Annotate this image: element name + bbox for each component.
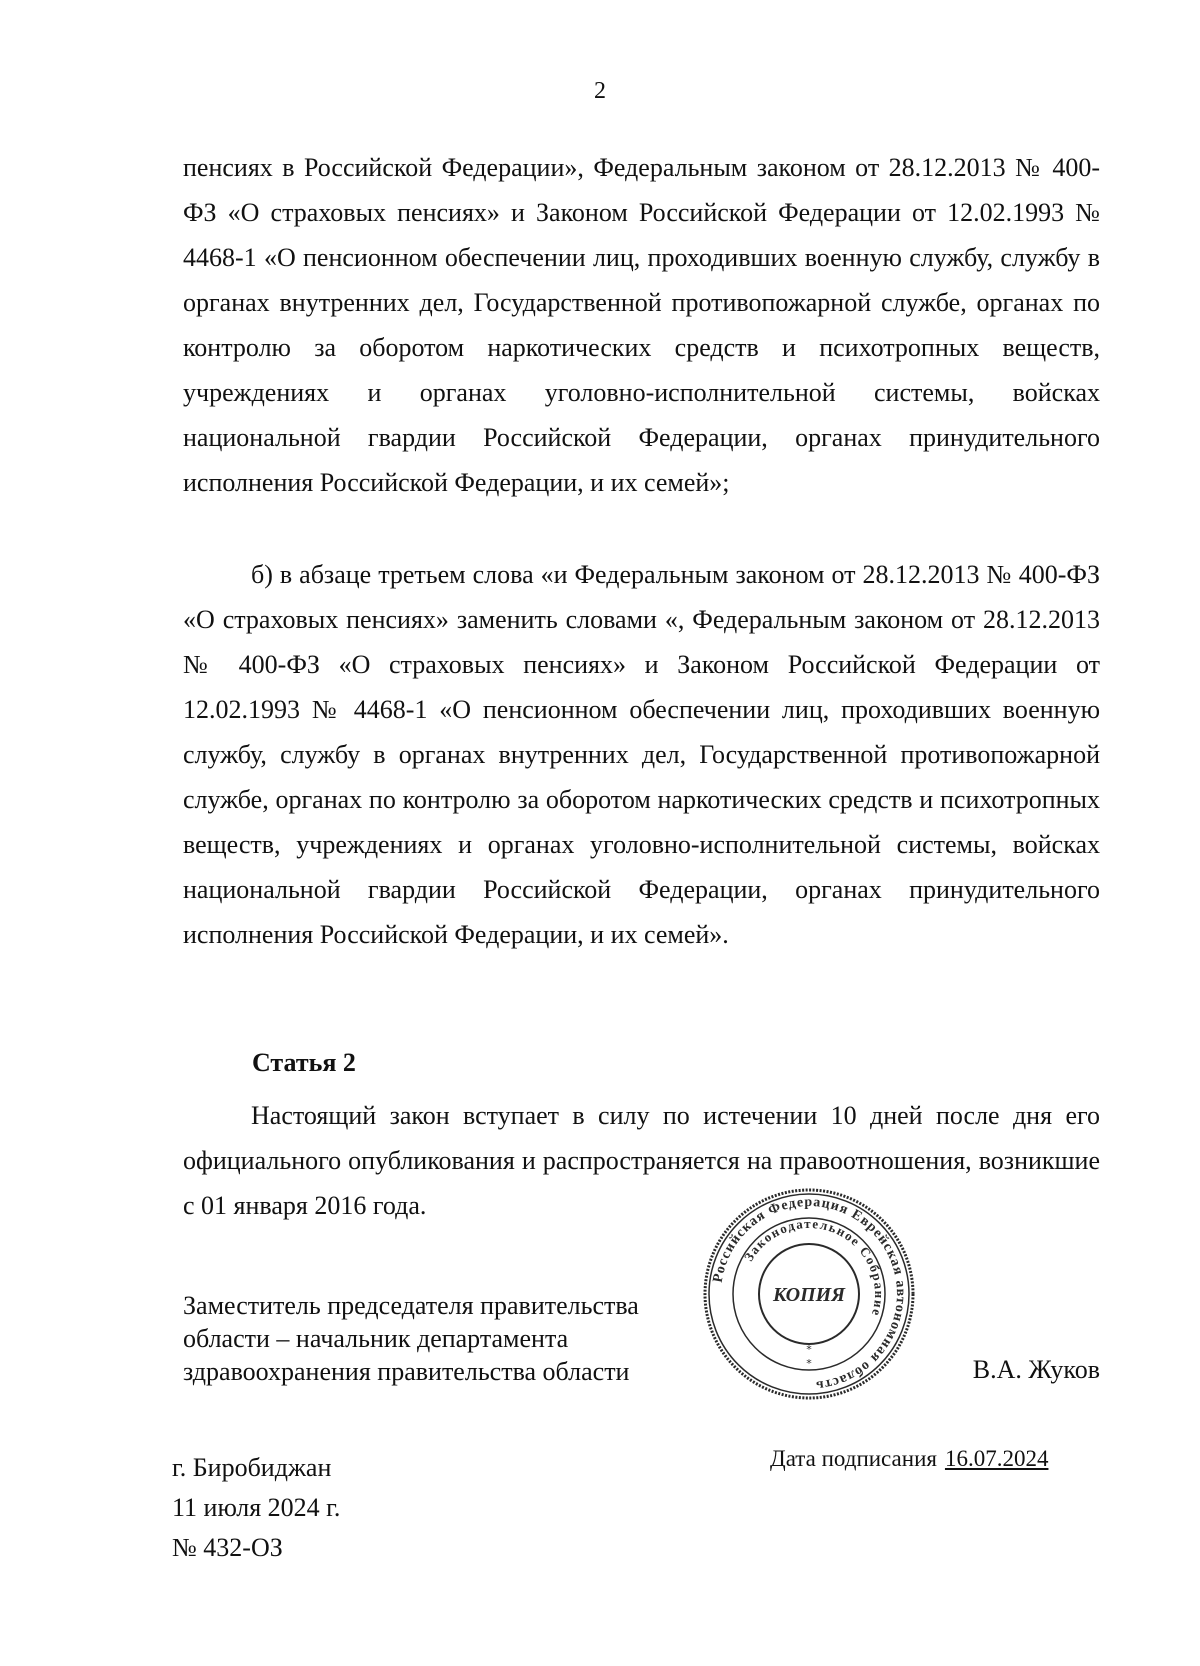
stamp-center-text: КОПИЯ bbox=[773, 1284, 845, 1306]
signatory-position bbox=[183, 1289, 639, 1388]
official-seal-stamp-icon bbox=[700, 1185, 918, 1403]
document-footer-info bbox=[172, 1448, 340, 1568]
article-text: Настоящий закон вступает в силу по истечении 10 дней после дня его официального опубликования и распространяется на правоотношения, возникшие с 01 января 2016 года. bbox=[183, 1101, 1100, 1220]
signing-date bbox=[770, 1446, 1048, 1472]
footer-date: 11 июля 2024 г. bbox=[172, 1493, 341, 1522]
signatory-position-line-1: Заместитель председателя правительства bbox=[183, 1291, 639, 1320]
first-paragraph-text: пенсиях в Российской Федерации», Федеральным законом от 28.12.2013 № 400-ФЗ «О страховых пенсиях» и Законом Российской Федерации от 12.02.1993 № 4468-1 «О пенсионном обеспечении лиц, проходивших военную службу, службу в органах внутренних дел, Государственной противопожарной службе, органах по контролю за оборотом наркотических средств и психотропных веществ, учреждениях и органах уголовно-исполнительной системы, войсках национальной гвардии Российской Федерации, органах принудительного исполнения Российской Федерации, и их семей»; bbox=[183, 153, 1100, 497]
signatory-position-line-3: здравоохранения правительства области bbox=[183, 1357, 630, 1386]
signatory-position-line-2: области – начальник департамента bbox=[183, 1324, 569, 1353]
amendment-item-b-paragraph bbox=[183, 552, 1100, 957]
signing-date-label: Дата подписания bbox=[770, 1446, 937, 1471]
stamp-inner-text: Законодательное Собрание bbox=[740, 1215, 888, 1319]
amendment-continuation-paragraph bbox=[183, 145, 1100, 505]
svg-text:*: * bbox=[806, 1357, 812, 1370]
signatory-name: В.А. Жуков bbox=[972, 1355, 1100, 1384]
article-body bbox=[183, 1093, 1100, 1228]
footer-place: г. Биробиджан bbox=[172, 1453, 332, 1482]
signing-date-value: 16.07.2024 bbox=[944, 1446, 1049, 1471]
stamp-outer-text: Российская Федерация Еврейская автономная область bbox=[710, 1194, 909, 1393]
second-paragraph-text: б) в абзаце третьем слова «и Федеральным законом от 28.12.2013 № 400-ФЗ «О страховых пенсиях» заменить словами «, Федеральным законом от 28.12.2013 № 400-ФЗ «О страховых пенсиях» и Законом Российской Федерации от 12.02.1993 № 4468-1 «О пенсионном обеспечении лиц, проходивших военную службу, службу в органах внутренних дел, Государственной противопожарной службе, органах по контролю за оборотом наркотических средств и психотропных веществ, учреждениях и органах уголовно-исполнительной системы, войсках национальной гвардии Российской Федерации, органах принудительного исполнения Российской Федерации, и их семей». bbox=[183, 560, 1100, 949]
page-number: 2 bbox=[594, 78, 606, 104]
svg-text:*: * bbox=[806, 1343, 812, 1356]
footer-law-number: № 432-ОЗ bbox=[172, 1533, 283, 1562]
article-title: Статья 2 bbox=[252, 1048, 356, 1077]
